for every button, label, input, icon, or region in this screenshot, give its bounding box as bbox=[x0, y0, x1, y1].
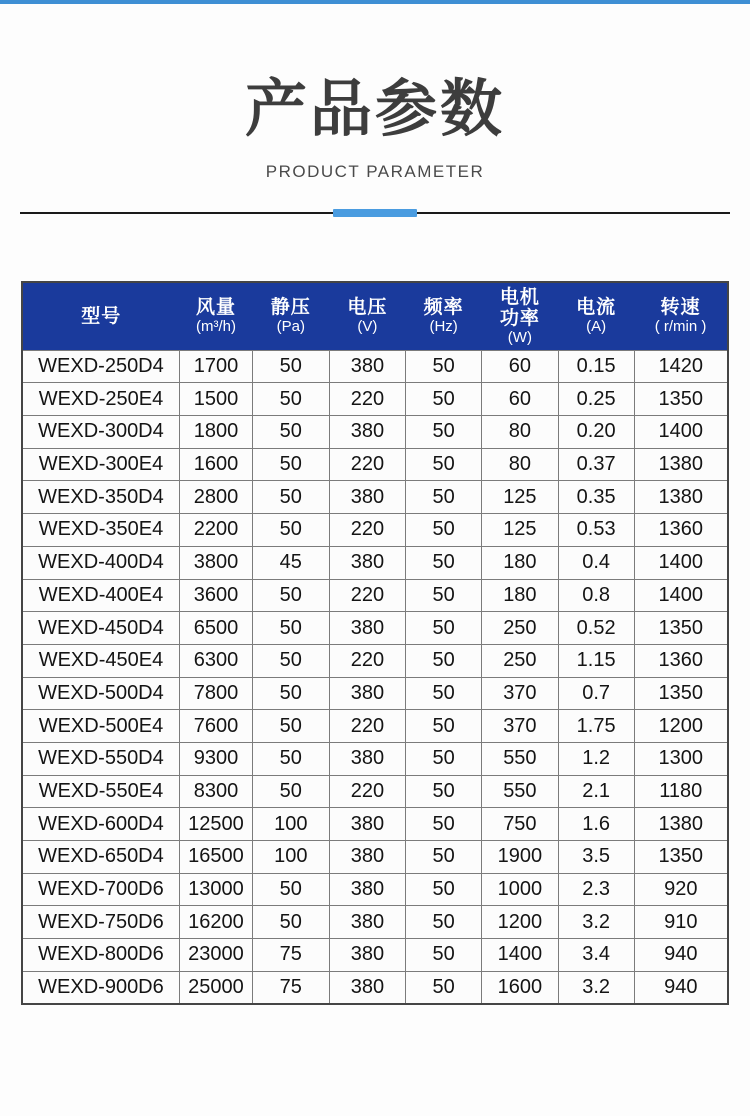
cell-airflow: 9300 bbox=[179, 742, 252, 775]
table-row bbox=[22, 383, 728, 416]
cell-airflow: 1800 bbox=[179, 416, 252, 449]
column-header-frequency: 频率 (Hz) bbox=[406, 282, 482, 350]
top-accent-bar bbox=[0, 0, 750, 4]
cell-frequency: 50 bbox=[406, 808, 482, 841]
cell-motor-power: 1200 bbox=[482, 906, 559, 939]
cell-speed: 1350 bbox=[634, 612, 728, 645]
cell-airflow: 12500 bbox=[179, 808, 252, 841]
column-header-speed: 转速 ( r/min ) bbox=[634, 282, 728, 350]
table-row bbox=[22, 873, 728, 906]
cell-model: WEXD-250E4 bbox=[22, 383, 179, 416]
cell-model: WEXD-250D4 bbox=[22, 350, 179, 383]
cell-frequency: 50 bbox=[406, 644, 482, 677]
cell-model: WEXD-350D4 bbox=[22, 481, 179, 514]
cell-current: 3.2 bbox=[558, 971, 634, 1004]
cell-speed: 1360 bbox=[634, 514, 728, 547]
section-divider bbox=[20, 209, 730, 217]
cell-speed: 940 bbox=[634, 939, 728, 972]
cell-frequency: 50 bbox=[406, 383, 482, 416]
cell-current: 0.53 bbox=[558, 514, 634, 547]
cell-current: 0.25 bbox=[558, 383, 634, 416]
cell-frequency: 50 bbox=[406, 971, 482, 1004]
cell-airflow: 16500 bbox=[179, 841, 252, 874]
cell-current: 1.75 bbox=[558, 710, 634, 743]
cell-motor-power: 370 bbox=[482, 710, 559, 743]
cell-voltage: 380 bbox=[329, 808, 406, 841]
cell-static-pressure: 50 bbox=[253, 644, 330, 677]
cell-model: WEXD-450E4 bbox=[22, 644, 179, 677]
cell-static-pressure: 75 bbox=[253, 939, 330, 972]
cell-model: WEXD-500E4 bbox=[22, 710, 179, 743]
cell-static-pressure: 50 bbox=[253, 448, 330, 481]
cell-current: 1.2 bbox=[558, 742, 634, 775]
cell-frequency: 50 bbox=[406, 873, 482, 906]
cell-speed: 920 bbox=[634, 873, 728, 906]
column-header-motor-power: 电机 功率 (W) bbox=[482, 282, 559, 350]
cell-motor-power: 550 bbox=[482, 775, 559, 808]
column-header-voltage: 电压 (V) bbox=[329, 282, 406, 350]
cell-motor-power: 1900 bbox=[482, 841, 559, 874]
table-row bbox=[22, 841, 728, 874]
cell-frequency: 50 bbox=[406, 742, 482, 775]
cell-airflow: 25000 bbox=[179, 971, 252, 1004]
cell-model: WEXD-400E4 bbox=[22, 579, 179, 612]
cell-frequency: 50 bbox=[406, 710, 482, 743]
cell-speed: 910 bbox=[634, 906, 728, 939]
cell-voltage: 220 bbox=[329, 383, 406, 416]
cell-current: 1.6 bbox=[558, 808, 634, 841]
cell-static-pressure: 50 bbox=[253, 906, 330, 939]
cell-current: 2.3 bbox=[558, 873, 634, 906]
cell-model: WEXD-900D6 bbox=[22, 971, 179, 1004]
cell-frequency: 50 bbox=[406, 841, 482, 874]
cell-airflow: 1500 bbox=[179, 383, 252, 416]
table-row bbox=[22, 448, 728, 481]
cell-speed: 1180 bbox=[634, 775, 728, 808]
cell-model: WEXD-550E4 bbox=[22, 775, 179, 808]
cell-current: 0.4 bbox=[558, 546, 634, 579]
cell-motor-power: 750 bbox=[482, 808, 559, 841]
cell-voltage: 380 bbox=[329, 350, 406, 383]
cell-voltage: 380 bbox=[329, 416, 406, 449]
cell-static-pressure: 50 bbox=[253, 579, 330, 612]
cell-airflow: 2200 bbox=[179, 514, 252, 547]
cell-airflow: 8300 bbox=[179, 775, 252, 808]
table-row bbox=[22, 481, 728, 514]
cell-model: WEXD-350E4 bbox=[22, 514, 179, 547]
cell-static-pressure: 50 bbox=[253, 873, 330, 906]
cell-model: WEXD-750D6 bbox=[22, 906, 179, 939]
cell-motor-power: 1000 bbox=[482, 873, 559, 906]
page-title: 产品参数 bbox=[244, 75, 505, 144]
cell-voltage: 220 bbox=[329, 579, 406, 612]
cell-motor-power: 550 bbox=[482, 742, 559, 775]
cell-motor-power: 80 bbox=[482, 416, 559, 449]
cell-speed: 1350 bbox=[634, 383, 728, 416]
cell-frequency: 50 bbox=[406, 906, 482, 939]
cell-airflow: 6300 bbox=[179, 644, 252, 677]
cell-model: WEXD-400D4 bbox=[22, 546, 179, 579]
cell-current: 3.5 bbox=[558, 841, 634, 874]
cell-frequency: 50 bbox=[406, 546, 482, 579]
table-row bbox=[22, 971, 728, 1004]
table-row bbox=[22, 416, 728, 449]
table-body bbox=[22, 350, 728, 1004]
column-header-current: 电流 (A) bbox=[558, 282, 634, 350]
cell-current: 0.8 bbox=[558, 579, 634, 612]
cell-voltage: 380 bbox=[329, 742, 406, 775]
cell-motor-power: 370 bbox=[482, 677, 559, 710]
page-subtitle: PRODUCT PARAMETER bbox=[265, 162, 485, 182]
cell-voltage: 380 bbox=[329, 906, 406, 939]
cell-static-pressure: 75 bbox=[253, 971, 330, 1004]
table-row bbox=[22, 579, 728, 612]
cell-frequency: 50 bbox=[406, 579, 482, 612]
cell-frequency: 50 bbox=[406, 350, 482, 383]
cell-voltage: 380 bbox=[329, 612, 406, 645]
column-header-model: 型号 bbox=[22, 282, 179, 350]
cell-static-pressure: 100 bbox=[253, 808, 330, 841]
cell-static-pressure: 50 bbox=[253, 775, 330, 808]
table-row bbox=[22, 742, 728, 775]
cell-speed: 1400 bbox=[634, 579, 728, 612]
cell-voltage: 380 bbox=[329, 873, 406, 906]
cell-frequency: 50 bbox=[406, 481, 482, 514]
cell-current: 2.1 bbox=[558, 775, 634, 808]
cell-airflow: 1700 bbox=[179, 350, 252, 383]
cell-frequency: 50 bbox=[406, 677, 482, 710]
cell-model: WEXD-700D6 bbox=[22, 873, 179, 906]
cell-motor-power: 180 bbox=[482, 579, 559, 612]
cell-speed: 1350 bbox=[634, 841, 728, 874]
cell-speed: 940 bbox=[634, 971, 728, 1004]
cell-speed: 1350 bbox=[634, 677, 728, 710]
cell-voltage: 220 bbox=[329, 514, 406, 547]
cell-speed: 1300 bbox=[634, 742, 728, 775]
cell-airflow: 13000 bbox=[179, 873, 252, 906]
table-row bbox=[22, 644, 728, 677]
cell-motor-power: 80 bbox=[482, 448, 559, 481]
table-row bbox=[22, 808, 728, 841]
cell-speed: 1380 bbox=[634, 808, 728, 841]
table-row bbox=[22, 939, 728, 972]
cell-motor-power: 250 bbox=[482, 644, 559, 677]
cell-frequency: 50 bbox=[406, 775, 482, 808]
cell-model: WEXD-300D4 bbox=[22, 416, 179, 449]
cell-motor-power: 250 bbox=[482, 612, 559, 645]
cell-model: WEXD-300E4 bbox=[22, 448, 179, 481]
cell-airflow: 6500 bbox=[179, 612, 252, 645]
cell-motor-power: 125 bbox=[482, 481, 559, 514]
cell-static-pressure: 50 bbox=[253, 416, 330, 449]
cell-model: WEXD-800D6 bbox=[22, 939, 179, 972]
cell-motor-power: 60 bbox=[482, 350, 559, 383]
cell-model: WEXD-550D4 bbox=[22, 742, 179, 775]
table-row bbox=[22, 775, 728, 808]
cell-current: 0.37 bbox=[558, 448, 634, 481]
cell-motor-power: 1400 bbox=[482, 939, 559, 972]
cell-static-pressure: 50 bbox=[253, 514, 330, 547]
cell-motor-power: 125 bbox=[482, 514, 559, 547]
column-header-airflow: 风量 (m³/h) bbox=[179, 282, 252, 350]
cell-frequency: 50 bbox=[406, 612, 482, 645]
cell-current: 0.7 bbox=[558, 677, 634, 710]
cell-current: 3.2 bbox=[558, 906, 634, 939]
table-row bbox=[22, 677, 728, 710]
cell-current: 0.15 bbox=[558, 350, 634, 383]
cell-static-pressure: 50 bbox=[253, 481, 330, 514]
cell-voltage: 220 bbox=[329, 775, 406, 808]
table-row bbox=[22, 350, 728, 383]
table-header bbox=[22, 282, 728, 350]
cell-airflow: 1600 bbox=[179, 448, 252, 481]
cell-motor-power: 180 bbox=[482, 546, 559, 579]
cell-speed: 1380 bbox=[634, 481, 728, 514]
cell-voltage: 220 bbox=[329, 448, 406, 481]
cell-static-pressure: 50 bbox=[253, 677, 330, 710]
cell-static-pressure: 50 bbox=[253, 710, 330, 743]
table-row bbox=[22, 612, 728, 645]
cell-model: WEXD-600D4 bbox=[22, 808, 179, 841]
cell-static-pressure: 50 bbox=[253, 350, 330, 383]
cell-voltage: 380 bbox=[329, 481, 406, 514]
cell-speed: 1400 bbox=[634, 416, 728, 449]
cell-static-pressure: 50 bbox=[253, 383, 330, 416]
cell-frequency: 50 bbox=[406, 939, 482, 972]
cell-static-pressure: 100 bbox=[253, 841, 330, 874]
table-header-row bbox=[22, 282, 728, 350]
cell-speed: 1200 bbox=[634, 710, 728, 743]
cell-model: WEXD-450D4 bbox=[22, 612, 179, 645]
cell-airflow: 7600 bbox=[179, 710, 252, 743]
cell-airflow: 3600 bbox=[179, 579, 252, 612]
cell-model: WEXD-500D4 bbox=[22, 677, 179, 710]
cell-current: 0.20 bbox=[558, 416, 634, 449]
cell-model: WEXD-650D4 bbox=[22, 841, 179, 874]
cell-voltage: 220 bbox=[329, 644, 406, 677]
cell-motor-power: 1600 bbox=[482, 971, 559, 1004]
cell-speed: 1400 bbox=[634, 546, 728, 579]
cell-airflow: 2800 bbox=[179, 481, 252, 514]
divider-accent-bar bbox=[333, 209, 417, 217]
cell-static-pressure: 45 bbox=[253, 546, 330, 579]
product-parameter-table bbox=[21, 281, 729, 1005]
cell-current: 0.52 bbox=[558, 612, 634, 645]
cell-speed: 1420 bbox=[634, 350, 728, 383]
cell-voltage: 380 bbox=[329, 939, 406, 972]
cell-voltage: 380 bbox=[329, 546, 406, 579]
cell-voltage: 380 bbox=[329, 841, 406, 874]
cell-frequency: 50 bbox=[406, 416, 482, 449]
cell-airflow: 7800 bbox=[179, 677, 252, 710]
cell-airflow: 23000 bbox=[179, 939, 252, 972]
cell-current: 3.4 bbox=[558, 939, 634, 972]
cell-voltage: 380 bbox=[329, 971, 406, 1004]
cell-frequency: 50 bbox=[406, 448, 482, 481]
cell-current: 0.35 bbox=[558, 481, 634, 514]
cell-airflow: 16200 bbox=[179, 906, 252, 939]
cell-static-pressure: 50 bbox=[253, 612, 330, 645]
table-row bbox=[22, 546, 728, 579]
cell-speed: 1360 bbox=[634, 644, 728, 677]
cell-current: 1.15 bbox=[558, 644, 634, 677]
table-row bbox=[22, 906, 728, 939]
cell-speed: 1380 bbox=[634, 448, 728, 481]
column-header-static-pressure: 静压 (Pa) bbox=[253, 282, 330, 350]
table-row bbox=[22, 514, 728, 547]
cell-motor-power: 60 bbox=[482, 383, 559, 416]
cell-voltage: 380 bbox=[329, 677, 406, 710]
cell-static-pressure: 50 bbox=[253, 742, 330, 775]
cell-voltage: 220 bbox=[329, 710, 406, 743]
cell-airflow: 3800 bbox=[179, 546, 252, 579]
cell-frequency: 50 bbox=[406, 514, 482, 547]
table-row bbox=[22, 710, 728, 743]
